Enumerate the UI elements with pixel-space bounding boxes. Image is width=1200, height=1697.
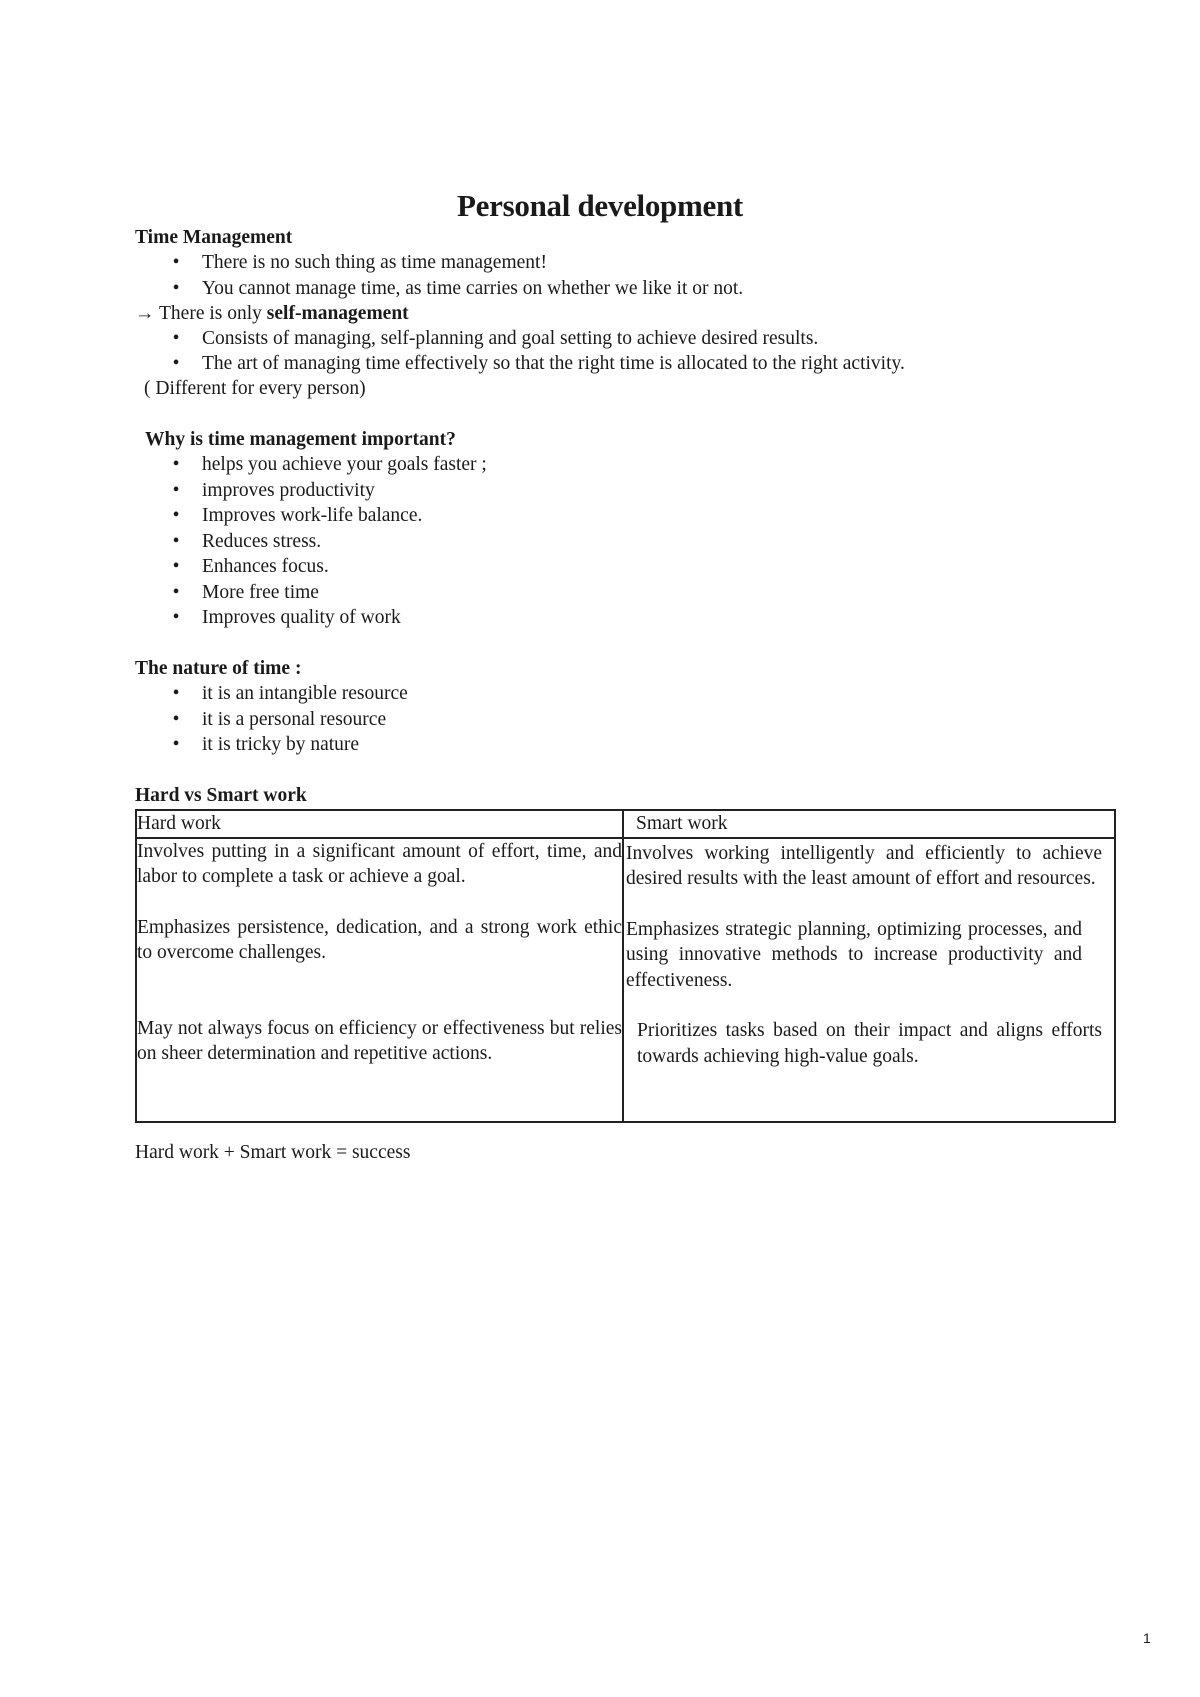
cell-paragraph: Involves working intelligently and efficiently to achieve desired results with the least amount of effort and resources. xyxy=(626,842,1102,889)
section-heading-time-management: Time Management xyxy=(135,227,293,248)
cell-paragraph: Emphasizes strategic planning, optimizing processes, and using innovative methods to increase productivity and effectiveness. xyxy=(626,918,1082,991)
section-heading-nature-of-time: The nature of time : xyxy=(135,658,302,679)
table-row xyxy=(136,838,1115,1123)
table-cell-hard-work xyxy=(136,838,623,1123)
comparison-table xyxy=(135,809,1116,1123)
bullet-icon: • xyxy=(172,582,180,603)
bullet-icon: • xyxy=(172,607,180,628)
conclusion-text: Hard work + Smart work = success xyxy=(135,1142,411,1163)
note-text: ( Different for every person) xyxy=(144,378,366,399)
table-header-smart-work: Smart work xyxy=(623,810,1115,838)
bullet-icon: • xyxy=(172,505,180,526)
section-heading-hard-vs-smart: Hard vs Smart work xyxy=(135,785,307,806)
bullet-icon: • xyxy=(172,252,180,273)
page-number: 1 xyxy=(1143,1630,1151,1646)
bullet-icon: • xyxy=(172,353,180,374)
bullet-icon: • xyxy=(172,454,180,475)
section-heading-why-important: Why is time management important? xyxy=(145,429,456,450)
bullet-icon: • xyxy=(172,278,180,299)
document-page: Personal development Time Management • There is no such thing as time management! • You cannot manage time, as time carries on whether we like it or not. → There is only self-management • Consists of managing, self-planning and goal setting to achieve desired results. • The art of managing time effectively so that the right time is allocated to the right activity. ( Different for every person) Why is time management important? • helps you achieve your goals faster ; • improves productivity • Improves work-life balance. • Reduces stress. • Enhances focus. • More free time • Improves quality of work The nature of time : • it is an intangible resource • it is a personal resource • it is tricky by nature Hard vs Smart work Hard work Smart work Involves putting in a significant amount of effort, time, and labor to complete a task or achieve a goal. Emphasizes persistence, dedication, and a strong work ethic to overcome challenges. May not always focus on efficiency or effectiveness but relies on sheer determination and repetitive actions. Involves working intelligently and efficiently to achieve desired results with the least amount of effort and resources. Emphasizes strategic planning, optimizing processes, and using innovative methods to increase productivity and effectiveness. Prioritizes tasks based on their impact and aligns efforts towards achieving high-value goals. Hard work + Smart work = success 1 xyxy=(0,0,1200,1697)
table-cell-smart-work xyxy=(623,838,1115,1123)
bullet-icon: • xyxy=(172,709,180,730)
bullet-icon: • xyxy=(172,556,180,577)
cell-paragraph: May not always focus on efficiency or effectiveness but relies on sheer determination and repetitive actions. xyxy=(137,1017,622,1064)
table-header-row xyxy=(136,810,1115,838)
bullet-icon: • xyxy=(172,734,180,755)
bullet-icon: • xyxy=(172,480,180,501)
self-management-line: → There is only self-management xyxy=(135,303,409,324)
bullet-icon: • xyxy=(172,328,180,349)
cell-paragraph: Emphasizes persistence, dedication, and a strong work ethic to overcome challenges. xyxy=(137,916,622,963)
bullet-icon: • xyxy=(172,683,180,704)
bullet-icon: • xyxy=(172,531,180,552)
document-title: Personal development xyxy=(457,188,743,223)
cell-paragraph: Involves putting in a significant amount of effort, time, and labor to complete a task or achieve a goal. xyxy=(137,840,622,887)
table-header-hard-work: Hard work xyxy=(136,810,623,838)
cell-paragraph: Prioritizes tasks based on their impact and aligns efforts towards achieving high-value goals. xyxy=(637,1020,1102,1067)
